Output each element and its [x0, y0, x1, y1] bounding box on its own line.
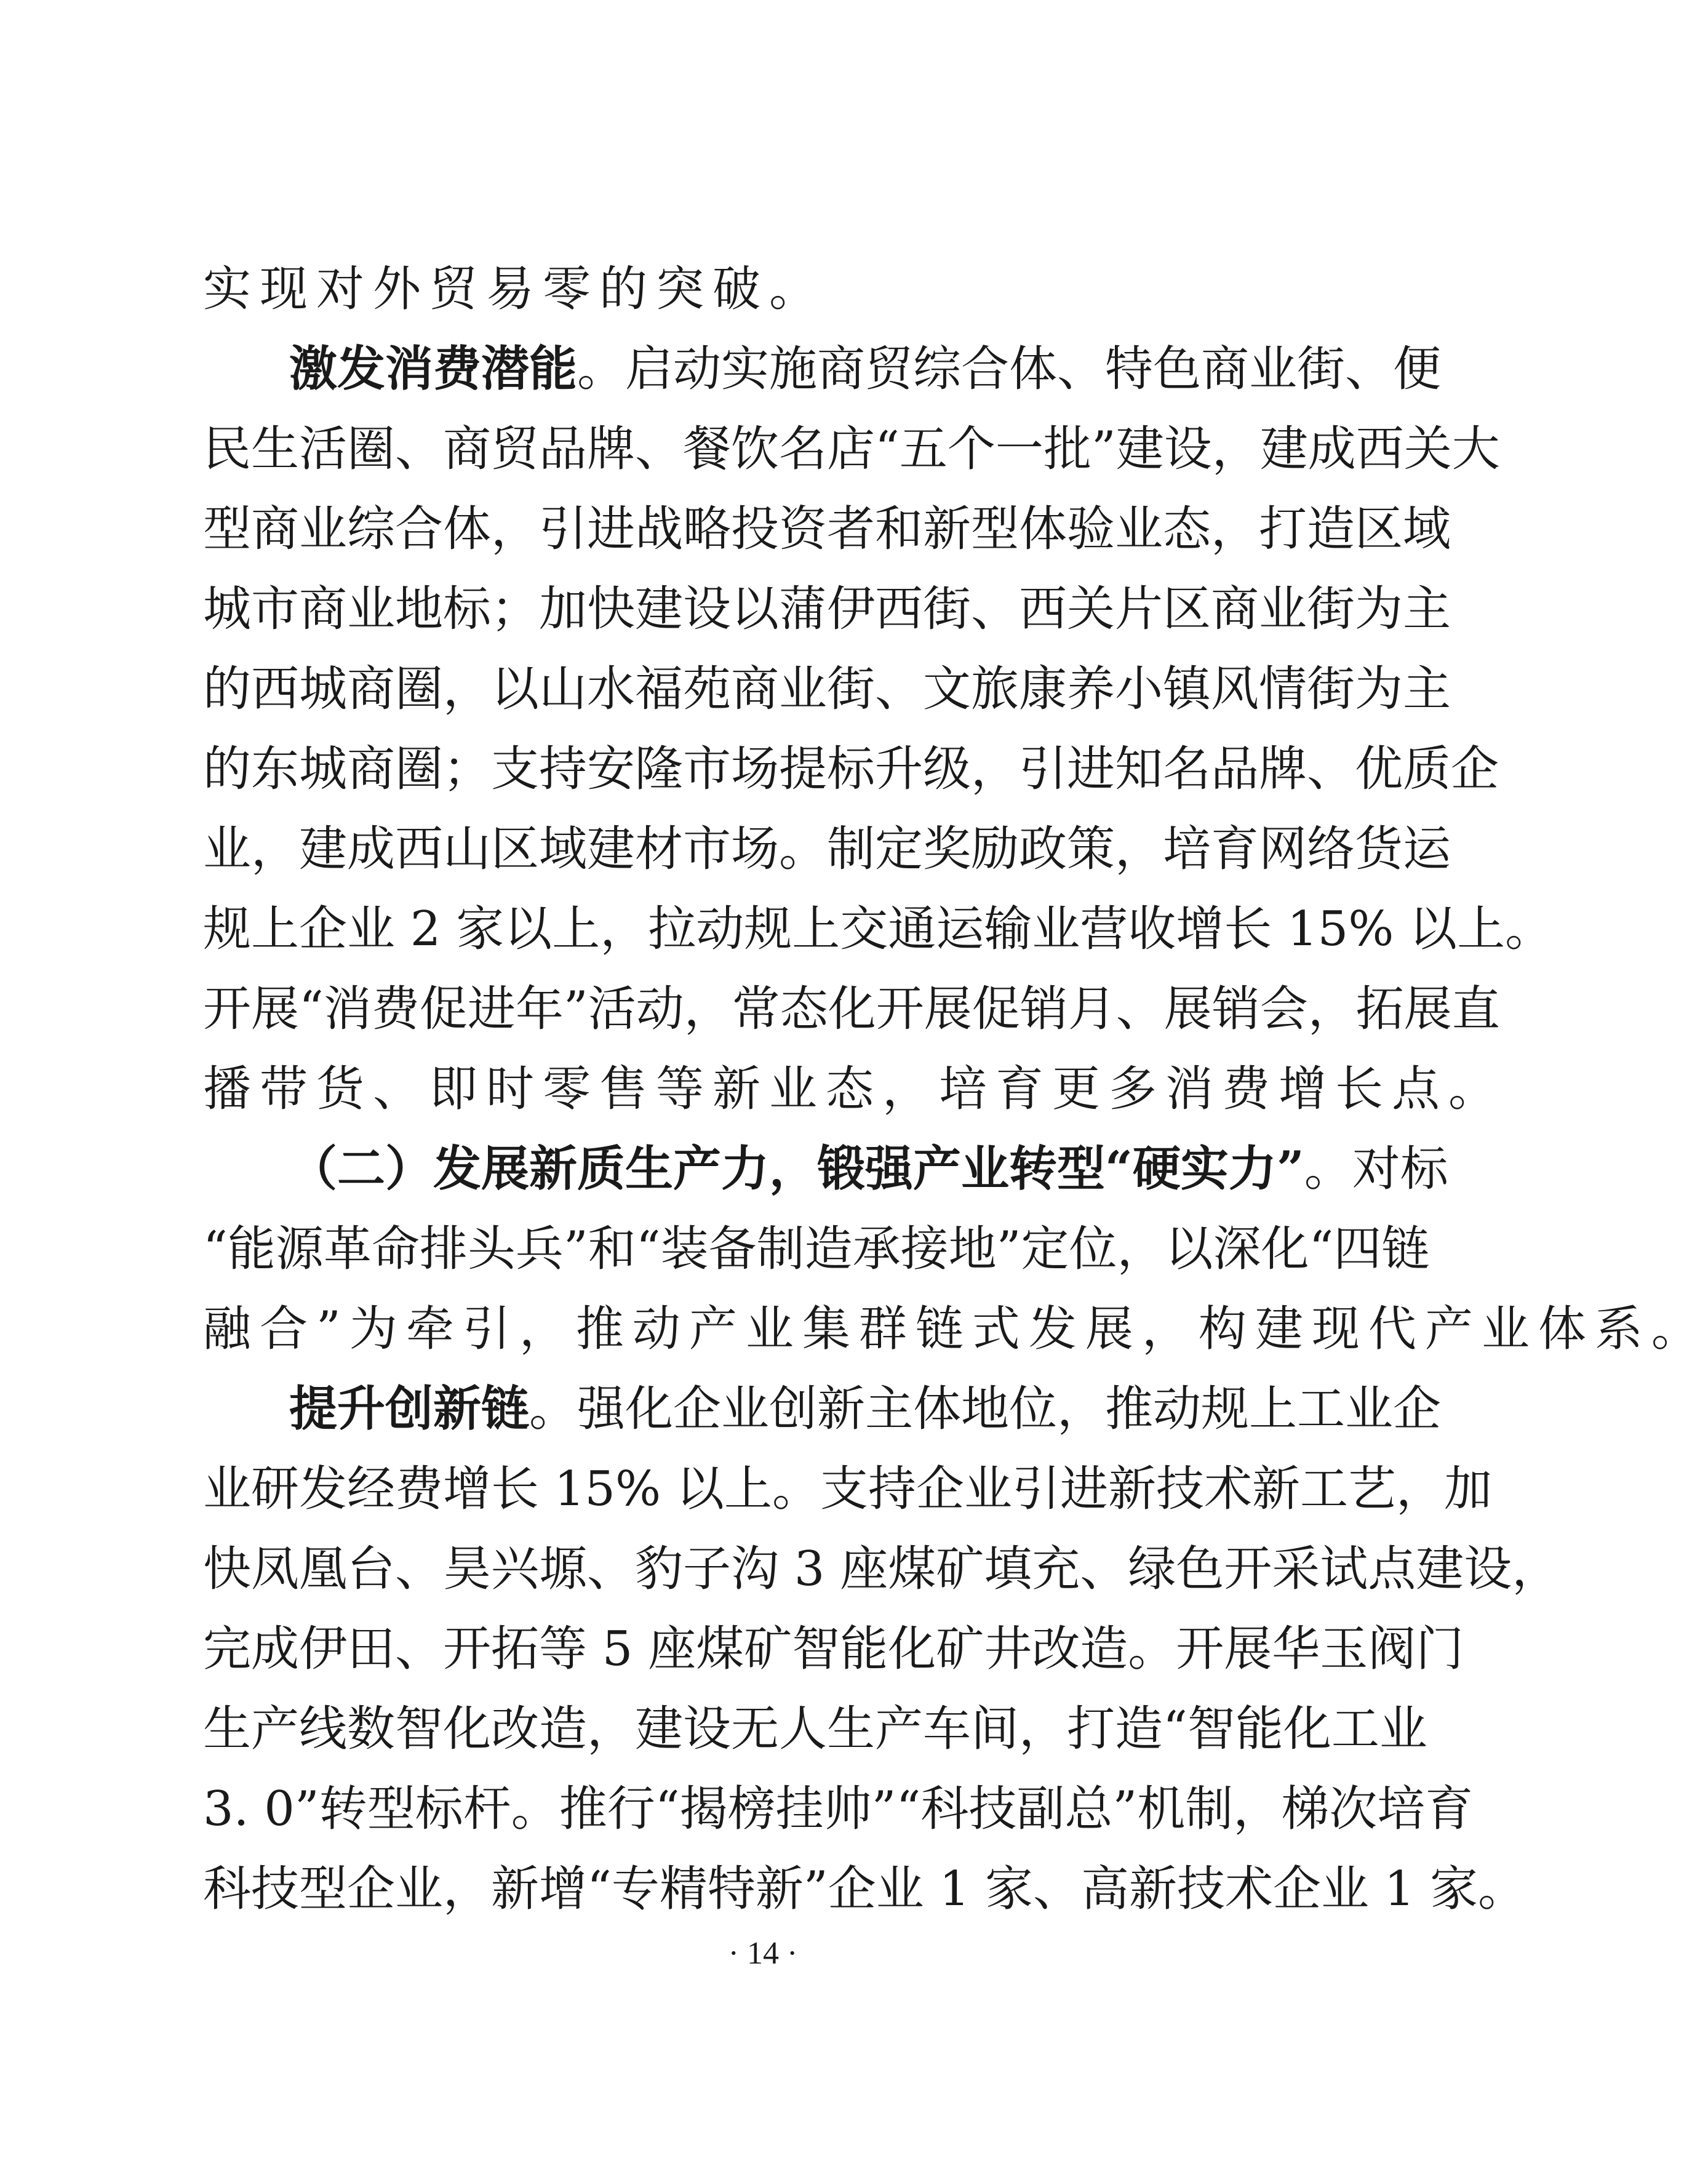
paragraph-line [203, 249, 1329, 329]
heading-stimulate-consumption: 激发消费潜能 [289, 341, 578, 397]
text-span: 。启动实施商贸综合体、特色商业街、便 [577, 342, 1442, 397]
paragraph-line: 科技型企业，新增“专精特新”企业 1 家、高新技术企业 1 家。 [203, 1861, 1526, 1917]
paragraph-line: “能源革命排头兵”和“装备制造承接地”定位，以深化“四链 [203, 1221, 1430, 1277]
page-number: · 14 · [728, 1936, 798, 1971]
paragraph-line: 的东城商圈；支持安隆市场提标升级，引进知名品牌、优质企 [203, 741, 1499, 797]
paragraph-line: 播带货、即时零售等新业态，培育更多消费增长点。 [203, 1061, 1506, 1117]
paragraph-line: 城市商业地标；加快建设以蒲伊西街、西关片区商业街为主 [203, 581, 1451, 637]
section-heading-new-productivity: （二）发展新质生产力，锻强产业转型“硬实力” [289, 1141, 1304, 1197]
paragraph-heading-line [289, 329, 1442, 409]
paragraph-line: 开展“消费促进年”活动，常态化开展促销月、展销会，拓展直 [203, 981, 1500, 1037]
text-span: 。强化企业创新主体地位，推动规上工业企 [529, 1381, 1442, 1437]
paragraph-line: 融合”为牵引，推动产业集群链式发展，构建现代产业体系。 [203, 1301, 1708, 1357]
paragraph-line: 完成伊田、开拓等 5 座煤矿智能化矿井改造。开展华玉阀门 [203, 1621, 1464, 1677]
paragraph-line: 3. 0”转型标杆。推行“揭榜挂帅”“科技副总”机制，梯次培育 [203, 1781, 1474, 1837]
paragraph-line: 生产线数智化改造，建设无人生产车间，打造“智能化工业 [203, 1701, 1427, 1757]
paragraph-heading-line [289, 1369, 1442, 1449]
paragraph-line: 民生活圈、商贸品牌、餐饮名店“五个一批”建设，建成西关大 [203, 422, 1500, 477]
paragraph-line: 的西城商圈，以山水福苑商业街、文旅康养小镇风情街为主 [203, 661, 1451, 717]
paragraph-line: 业研发经费增长 15% 以上。支持企业引进新技术新工艺，加 [203, 1461, 1492, 1517]
section-heading-line [289, 1129, 1448, 1209]
paragraph-line: 型商业综合体，引进战略投资者和新型体验业态，打造区域 [203, 502, 1451, 557]
text-span: 实现对外贸易零的突破。 [203, 262, 826, 317]
heading-innovation-chain: 提升创新链 [289, 1381, 530, 1437]
paragraph-line: 业，建成西山区域建材市场。制定奖励政策，培育网络货运 [203, 821, 1451, 877]
paragraph-line: 规上企业 2 家以上，拉动规上交通运输业营收增长 15% 以上。 [203, 901, 1554, 957]
text-span: 。对标 [1304, 1141, 1448, 1197]
paragraph-line: 快凤凰台、昊兴塬、豹子沟 3 座煤矿填充、绿色开采试点建设， [203, 1541, 1560, 1597]
